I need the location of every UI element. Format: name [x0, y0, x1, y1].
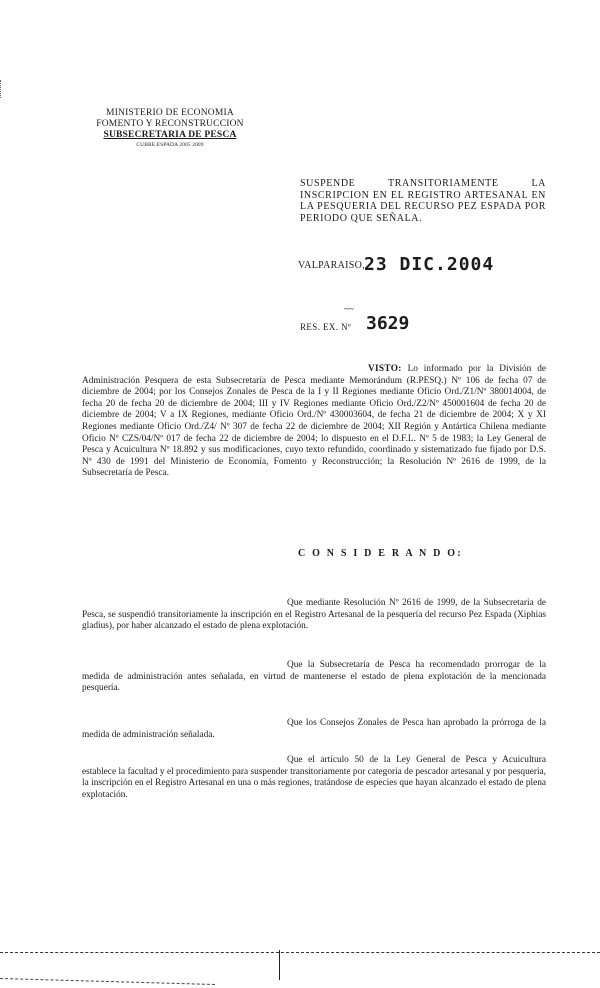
page-fold-line	[0, 952, 600, 953]
place-label: VALPARAISO,	[298, 260, 365, 271]
considerando-paragraph	[82, 660, 546, 695]
resolution-number: 3629	[366, 313, 410, 334]
handwritten-mark: ~~	[344, 304, 354, 314]
resolution-subject: SUSPENDE TRANSITORIAMENTE LA INSCRIPCION EN EL REGISTRO ARTESANAL EN LA PESQUERIA DEL RECURSO PEZ ESPADA POR PERIODO QUE SEÑALA.	[300, 178, 546, 224]
considerando-text: Acuicultura establece la facultad y el procedimiento para suspender transitoriamente por categoría de pescador artesanal y por pesquería, la inscripción en el Registro Artesanal en una o más regiones, tratándose de especies que hayan alcanzado el estado de plena explotación.	[82, 755, 546, 800]
letterhead	[80, 108, 260, 149]
visto-lead: VISTO:	[368, 364, 402, 374]
considerando-lead: Que los Consejos Zonales de Pesca han aprobado la	[287, 718, 489, 728]
considerando-text: Subsecretaría de Pesca, se suspendió transitoriamente la inscripción en el Registro Artesanal de la pesquería del recurso Pez Espada (Xiphias gladius), por haber alcanzado el estado de plena explotación.	[82, 598, 547, 632]
ministry-name-line2: FOMENTO Y RECONSTRUCCION	[96, 119, 244, 129]
considerando-lead: Que el artículo 50 de la Ley General de Pesca y	[287, 755, 497, 765]
ministry-name: MINISTERIO DE ECONOMIA	[106, 108, 234, 118]
scan-artifact-bar	[279, 950, 280, 980]
file-code: CUBRE ESPADA 2005 2009	[136, 142, 204, 148]
scan-margin-specks	[0, 80, 5, 98]
considerando-lead: Que la Subsecretaría de Pesca ha recomendado	[287, 660, 480, 670]
considerando-lead: Que mediante Resolución Nº 2616 de 1999, de la	[287, 598, 481, 608]
resolution-number-label: RES. EX. Nº	[300, 322, 352, 332]
considerando-paragraph	[82, 755, 546, 801]
considerando-text: prorrogar de la medida de administración antes señalada, en virtud de mantenerse el estado de plena explotación de la mencionada pesquería.	[82, 660, 547, 694]
considerando-heading: C O N S I D E R A N D O:	[298, 548, 463, 559]
subsecretaria-name: SUBSECRETARIA DE PESCA	[103, 130, 237, 140]
stamped-date: 23 DIC.2004	[364, 254, 495, 275]
scan-edge-line	[0, 978, 215, 985]
visto-paragraph	[82, 364, 546, 480]
considerando-paragraph	[82, 718, 546, 741]
visto-text: Lo informado por la División de Administración Pesquera de esta Subsecretaría de Pesca mediante Memorándum (R.PESQ.) Nº 106 de fecha 07 de diciembre de 2004; por los Consejos Zonales de Pesca de la I y II Regiones mediante Oficio Ord./Z1/Nº 380014004, de fecha 20 de fecha 20 de diciembre de 2004; III y IV Regiones mediante Oficio Ord./Z2/Nº 450001604 de fecha 20 de diciembre de 2004; V a IX Regiones, mediante Oficio Ord./Nº 430003604, de fecha 21 de diciembre de 2004; X y XI Regiones mediante Oficio Ord./Z4/ Nº 307 de fecha 22 de diciembre de 2004; XII Región y Antártica Chilena mediante Oficio Nº CZS/04/Nº 017 de fecha 22 de diciembre de 2004; lo dispuesto en el D.F.L. Nº 5 de 1983; la Ley General de Pesca y Acuicultura Nº 18.892 y sus modificaciones, cuyo texto refundido, coordinado y sistematizado fue fijado por D.S. Nº 430 de 1991 del Ministerio de Economía, Fomento y Reconstrucción; la Resolución Nº 2616 de 1999, de la Subsecretaría de Pesca.	[82, 364, 546, 479]
considerando-text: prórroga de la medida de administración señalada.	[82, 718, 546, 740]
considerando-paragraph	[82, 598, 546, 633]
